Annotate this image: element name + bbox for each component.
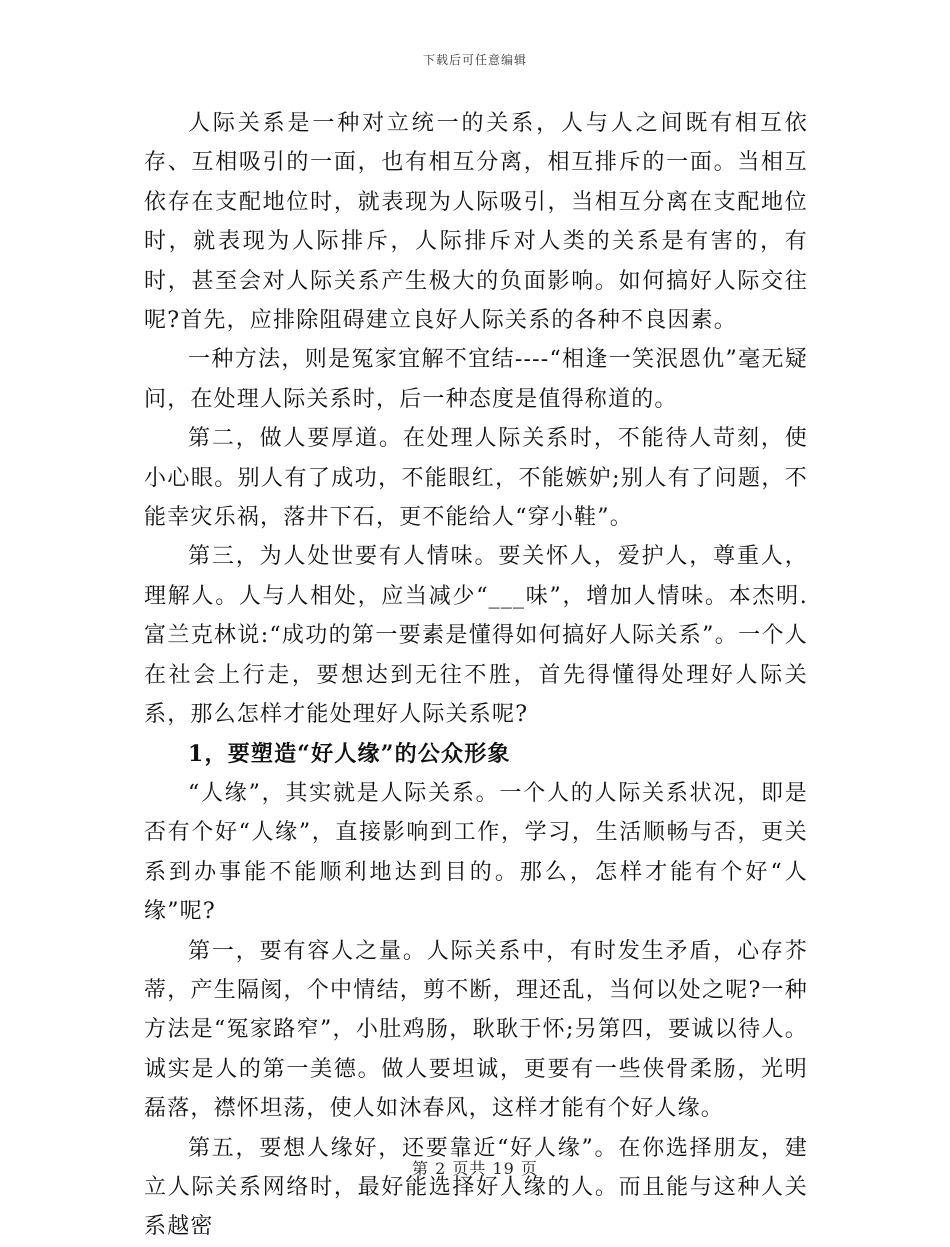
document-body <box>144 104 808 1247</box>
page-header: 下载后可任意编辑 <box>422 53 527 67</box>
page-footer: 第 2 页共 19 页 <box>412 1159 538 1178</box>
paragraph-4: 第三，为人处世要有人情味。要关怀人，爱护人，尊重人，理解人。人与人相处，应当减少“___味”，增加人情味。本杰明.富兰克林说:“成功的第一要素是懂得如何搞好人际关系”。一个人在社会上行走，要想达到无往不胜，首先得懂得处理好人际关系，那么怎样才能处理好人际关系呢? <box>144 544 808 728</box>
section-heading: 1，要塑造“好人缘”的公众形象 <box>188 740 511 767</box>
paragraph-2: 一种方法，则是冤家宜解不宜结----“相逢一笑泯恩仇”毫无疑问，在处理人际关系时，后一种态度是值得称道的。 <box>144 347 808 412</box>
paragraph-5: “人缘”，其实就是人际关系。一个人的人际关系状况，即是否有个好“人缘”，直接影响到工作，学习，生活顺畅与否，更关系到办事能不能顺利地达到目的。那么，怎样才能有个好“人缘”呢? <box>144 780 808 925</box>
paragraph-3: 第二，做人要厚道。在处理人际关系时，不能待人苛刻，使小心眼。别人有了成功，不能眼红，不能嫉妒;别人有了问题，不能幸灾乐祸，落井下石，更不能给人“穿小鞋”。 <box>144 426 808 531</box>
paragraph-6: 第一，要有容人之量。人际关系中，有时发生矛盾，心存芥蒂，产生隔阂，个中情结，剪不断，理还乱，当何以处之呢?一种方法是“冤家路窄”，小肚鸡肠，耿耿于怀;另第四，要诚以待人。诚实是人的第一美德。做人要坦诚，更要有一些侠骨柔肠，光明磊落，襟怀坦荡，使人如沐春风，这样才能有个好人缘。 <box>144 938 808 1122</box>
paragraph-7: 第五，要想人缘好，还要靠近“好人缘”。在你选择朋友，建立人际关系网络时，最好能选择好人缘的人。而且能与这种人关系越密 <box>144 1135 808 1240</box>
paragraph-1: 人际关系是一种对立统一的关系，人与人之间既有相互依存、互相吸引的一面，也有相互分离，相互排斥的一面。当相互依存在支配地位时，就表现为人际吸引，当相互分离在支配地位时，就表现为人际排斥，人际排斥对人类的关系是有害的，有时，甚至会对人际关系产生极大的负面影响。如何搞好人际交往呢?首先，应排除阻碍建立良好人际关系的各种不良因素。 <box>144 111 808 334</box>
